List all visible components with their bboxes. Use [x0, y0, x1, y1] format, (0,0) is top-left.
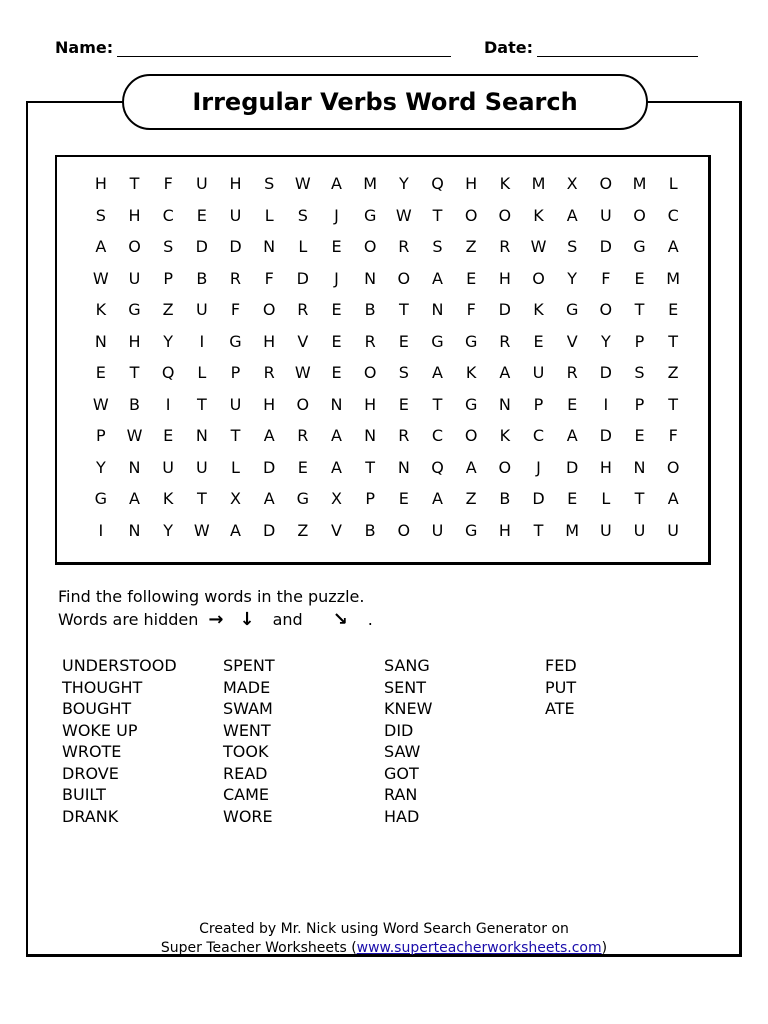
grid-letter[interactable]: R	[499, 237, 511, 256]
word-item: DRANK	[62, 806, 119, 826]
grid-letter[interactable]: L	[264, 205, 274, 225]
grid-letter[interactable]: V	[566, 331, 578, 351]
grid-letter[interactable]: A	[667, 237, 679, 256]
grid-letter[interactable]: B	[364, 300, 376, 319]
grid-letter[interactable]: U	[195, 457, 208, 477]
footer-credit	[0, 920, 768, 958]
grid-letter[interactable]: G	[296, 489, 310, 508]
grid-letter[interactable]: Z	[667, 363, 679, 382]
grid-letter[interactable]: A	[432, 268, 443, 288]
grid-letter[interactable]: O	[363, 363, 377, 382]
grid-letter[interactable]: A	[499, 363, 511, 382]
word-item: SANG	[384, 656, 430, 675]
word-item: READ	[223, 763, 268, 783]
footer-suffix: )	[601, 940, 608, 956]
grid-letter[interactable]: S	[297, 205, 308, 225]
grid-letter[interactable]: F	[163, 174, 173, 193]
grid-letter[interactable]: N	[128, 520, 141, 540]
grid-letter[interactable]: M	[666, 268, 681, 288]
grid-letter[interactable]: N	[431, 300, 444, 319]
grid-letter[interactable]: S	[398, 363, 409, 382]
grid-letter[interactable]: A	[230, 520, 241, 540]
grid-letter[interactable]: W	[395, 205, 412, 225]
word-item: WENT	[223, 720, 271, 740]
grid-letter[interactable]: A	[263, 426, 275, 445]
grid-letter[interactable]: N	[94, 331, 107, 351]
grid-letter[interactable]: K	[499, 426, 511, 445]
grid-letter[interactable]: T	[432, 205, 443, 225]
grid-letter[interactable]: S	[634, 363, 645, 382]
grid-letter[interactable]: N	[330, 394, 343, 414]
grid-letter[interactable]: Y	[567, 268, 578, 288]
grid-letter[interactable]: W	[294, 174, 311, 193]
grid-letter[interactable]: B	[196, 268, 208, 288]
grid-letter[interactable]: C	[532, 426, 545, 445]
grid-letter[interactable]: P	[365, 489, 375, 508]
grid-letter[interactable]: I	[603, 394, 609, 414]
grid-letter[interactable]: O	[262, 300, 276, 319]
grid-letter[interactable]: A	[331, 457, 342, 477]
grid-letter[interactable]: D	[566, 457, 579, 477]
grid-letter[interactable]: A	[465, 457, 477, 477]
word-item: SPENT	[223, 656, 275, 675]
grid-letter[interactable]: O	[532, 268, 545, 288]
grid-letter[interactable]: U	[599, 520, 612, 540]
word-item: DROVE	[62, 763, 119, 783]
arrow-diagonal-icon: ↘	[332, 609, 348, 630]
grid-letter[interactable]: S	[567, 237, 578, 256]
hidden-label: Words are hidden	[58, 610, 199, 629]
grid-letter[interactable]: E	[398, 331, 409, 351]
grid-letter[interactable]: X	[230, 489, 241, 508]
letter-grid	[84, 168, 690, 546]
grid-letter[interactable]: O	[498, 457, 512, 477]
grid-letter[interactable]: M	[531, 174, 546, 193]
grid-letter[interactable]: U	[162, 457, 175, 477]
grid-letter[interactable]: M	[565, 520, 580, 540]
grid-letter[interactable]: G	[464, 394, 478, 414]
grid-letter[interactable]: E	[196, 205, 207, 225]
grid-letter[interactable]: G	[565, 300, 579, 319]
grid-letter[interactable]: O	[599, 300, 613, 319]
grid-letter[interactable]: C	[162, 205, 174, 225]
grid-letter[interactable]: A	[95, 237, 107, 256]
grid-letter[interactable]: Y	[163, 331, 174, 351]
grid-letter[interactable]: N	[397, 457, 410, 477]
instructions-line-1: Find the following words in the puzzle.	[58, 587, 365, 606]
grid-letter[interactable]: G	[229, 331, 242, 351]
grid-letter[interactable]: Q	[161, 363, 175, 382]
grid-letter[interactable]: L	[231, 457, 240, 477]
grid-letter[interactable]: R	[398, 237, 410, 256]
grid-letter[interactable]: H	[599, 457, 612, 477]
word-item: PUT	[545, 677, 577, 697]
grid-letter[interactable]: V	[297, 331, 309, 351]
grid-letter[interactable]: W	[294, 363, 311, 382]
word-item: MADE	[223, 677, 271, 697]
grid-letter[interactable]: L	[197, 363, 207, 382]
grid-letter[interactable]: X	[331, 489, 342, 508]
word-item: SWAM	[223, 699, 273, 718]
grid-letter[interactable]: P	[634, 331, 645, 351]
word-item: TOOK	[223, 742, 269, 761]
grid-letter[interactable]: O	[363, 237, 377, 256]
grid-letter[interactable]: B	[364, 520, 376, 540]
word-item: RAN	[384, 785, 418, 804]
date-blank-line[interactable]	[537, 40, 698, 57]
grid-letter[interactable]: E	[297, 457, 308, 477]
grid-letter[interactable]: Z	[162, 300, 174, 319]
grid-letter[interactable]: F	[601, 268, 611, 288]
grid-letter[interactable]: M	[363, 174, 378, 193]
grid-letter[interactable]: H	[498, 268, 511, 288]
grid-letter[interactable]: D	[195, 237, 208, 256]
grid-letter[interactable]: D	[498, 300, 511, 319]
grid-letter[interactable]: N	[498, 394, 511, 414]
word-item: UNDERSTOOD	[62, 656, 177, 675]
footer-line-1: Created by Mr. Nick using Word Search Generator on	[199, 921, 569, 937]
footer-prefix: Super Teacher Worksheets (	[160, 940, 357, 956]
grid-letter[interactable]: Q	[431, 457, 444, 477]
grid-letter[interactable]: E	[331, 300, 342, 319]
grid-letter[interactable]: R	[566, 363, 578, 382]
grid-letter[interactable]: R	[297, 426, 309, 445]
name-blank-line[interactable]	[117, 40, 451, 57]
word-item: WROTE	[62, 742, 122, 761]
grid-letter[interactable]: U	[633, 520, 646, 540]
word-item: GOT	[384, 763, 419, 783]
grid-letter[interactable]: H	[364, 394, 377, 414]
grid-letter[interactable]: E	[634, 268, 645, 288]
grid-letter[interactable]: G	[128, 300, 141, 319]
grid-letter[interactable]: G	[464, 331, 478, 351]
grid-letter[interactable]: I	[199, 331, 205, 351]
grid-letter[interactable]: U	[128, 268, 141, 288]
grid-letter[interactable]: P	[163, 268, 173, 288]
grid-letter[interactable]: M	[632, 174, 647, 193]
grid-letter[interactable]: O	[666, 457, 680, 477]
grid-letter[interactable]: E	[163, 426, 174, 445]
grid-letter[interactable]: E	[567, 489, 578, 508]
instructions-line-2	[58, 609, 373, 630]
grid-letter[interactable]: H	[263, 394, 276, 414]
word-item: SENT	[384, 677, 427, 697]
grid-letter[interactable]: F	[264, 268, 274, 288]
grid-letter[interactable]: A	[667, 489, 679, 508]
grid-letter[interactable]: B	[129, 394, 140, 414]
grid-letter[interactable]: Y	[163, 520, 174, 540]
word-item: WORE	[223, 806, 273, 826]
grid-letter[interactable]: T	[432, 394, 443, 414]
word-item: SAW	[384, 742, 421, 761]
grid-letter[interactable]: N	[364, 268, 377, 288]
grid-letter[interactable]: P	[634, 394, 645, 414]
page-title: Irregular Verbs Word Search	[122, 74, 648, 130]
grid-letter[interactable]: Z	[297, 520, 309, 540]
word-list	[62, 655, 682, 827]
grid-letter[interactable]: A	[263, 489, 275, 508]
grid-letter[interactable]: G	[464, 520, 478, 540]
grid-letter[interactable]: T	[129, 363, 140, 382]
grid-letter[interactable]: O	[128, 237, 141, 256]
footer-line-2	[0, 939, 768, 958]
grid-letter[interactable]: A	[432, 489, 443, 508]
grid-letter[interactable]: T	[196, 394, 207, 414]
grid-letter[interactable]: W	[92, 268, 109, 288]
website-link[interactable]: www.superteacherworksheets.com	[356, 940, 602, 956]
grid-letter[interactable]: L	[298, 237, 308, 256]
grid-letter[interactable]: N	[263, 237, 276, 256]
grid-letter[interactable]: A	[331, 174, 342, 193]
word-item: ATE	[545, 699, 575, 718]
grid-letter[interactable]: K	[95, 300, 107, 319]
grid-letter[interactable]: U	[195, 300, 208, 319]
word-item: FED	[545, 656, 577, 675]
word-item: HAD	[384, 806, 420, 826]
grid-letter[interactable]: O	[397, 268, 411, 288]
grid-letter[interactable]: N	[633, 457, 646, 477]
grid-letter[interactable]: A	[331, 426, 342, 445]
grid-letter[interactable]: O	[397, 520, 411, 540]
grid-letter[interactable]: T	[668, 331, 679, 351]
grid-letter[interactable]: O	[464, 205, 478, 225]
grid-letter[interactable]: P	[533, 394, 544, 414]
grid-letter[interactable]: E	[331, 331, 342, 351]
grid-letter[interactable]: F	[230, 300, 241, 319]
grid-letter[interactable]: V	[331, 520, 342, 540]
grid-letter[interactable]: D	[599, 363, 612, 382]
grid-letter[interactable]: E	[331, 363, 342, 382]
grid-letter[interactable]: F	[668, 426, 678, 445]
grid-letter[interactable]: T	[668, 394, 679, 414]
grid-letter[interactable]: H	[465, 174, 478, 193]
grid-letter[interactable]: A	[566, 205, 578, 225]
grid-letter[interactable]: T	[398, 300, 409, 319]
grid-letter[interactable]: E	[668, 300, 679, 319]
name-label: Name:	[55, 38, 114, 57]
grid-letter[interactable]: J	[334, 205, 339, 225]
grid-letter[interactable]: G	[363, 205, 377, 225]
word-slot-empty	[545, 806, 682, 828]
grid-letter[interactable]: D	[263, 520, 276, 540]
grid-letter[interactable]: I	[165, 394, 171, 414]
grid-letter[interactable]: Y	[600, 331, 611, 351]
grid-letter[interactable]: W	[92, 394, 109, 414]
grid-letter[interactable]: H	[94, 174, 107, 193]
grid-letter[interactable]: A	[566, 426, 578, 445]
word-item: KNEW	[384, 699, 433, 718]
word-slot-empty	[545, 763, 682, 785]
grid-letter[interactable]: K	[533, 300, 544, 319]
grid-letter[interactable]: T	[634, 300, 645, 319]
grid-letter[interactable]: P	[96, 426, 106, 445]
grid-letter[interactable]: O	[464, 426, 478, 445]
grid-letter[interactable]: W	[193, 520, 210, 540]
grid-letter[interactable]: O	[296, 394, 310, 414]
grid-letter[interactable]: Z	[465, 237, 477, 256]
grid-letter[interactable]: I	[98, 520, 104, 540]
grid-letter[interactable]: K	[499, 174, 511, 193]
word-item: WOKE UP	[62, 720, 138, 740]
grid-letter[interactable]: S	[163, 237, 174, 256]
grid-letter[interactable]: U	[599, 205, 612, 225]
word-slot-empty	[545, 784, 682, 806]
grid-letter[interactable]: D	[229, 237, 242, 256]
grid-letter[interactable]: N	[195, 426, 208, 445]
grid-letter[interactable]: J	[334, 268, 339, 288]
word-item: BOUGHT	[62, 699, 132, 718]
grid-letter[interactable]: G	[633, 237, 646, 256]
grid-letter[interactable]: K	[533, 205, 544, 225]
word-item: DID	[384, 720, 414, 740]
grid-letter[interactable]: U	[532, 363, 545, 382]
grid-letter[interactable]: D	[532, 489, 545, 508]
grid-letter[interactable]: G	[431, 331, 444, 351]
grid-letter[interactable]: E	[331, 237, 342, 256]
grid-letter[interactable]: T	[634, 489, 645, 508]
grid-letter[interactable]: S	[264, 174, 275, 193]
grid-letter[interactable]: A	[432, 363, 443, 382]
grid-letter[interactable]: D	[296, 268, 309, 288]
grid-letter[interactable]: B	[499, 489, 511, 508]
grid-letter[interactable]: T	[533, 520, 544, 540]
grid-letter[interactable]: U	[229, 394, 242, 414]
name-field	[55, 38, 451, 57]
grid-letter[interactable]: T	[365, 457, 376, 477]
grid-letter[interactable]: E	[634, 426, 645, 445]
grid-letter[interactable]: R	[263, 363, 275, 382]
grid-letter[interactable]: H	[128, 331, 141, 351]
grid-letter[interactable]: R	[499, 331, 511, 351]
grid-letter[interactable]: E	[567, 394, 578, 414]
grid-letter[interactable]: C	[431, 426, 444, 445]
grid-letter[interactable]: D	[599, 237, 612, 256]
grid-letter[interactable]: Q	[431, 174, 444, 193]
period: .	[367, 610, 373, 629]
grid-letter[interactable]: D	[263, 457, 276, 477]
grid-letter[interactable]: R	[398, 426, 410, 445]
grid-letter[interactable]: O	[633, 205, 646, 225]
grid-letter[interactable]: N	[128, 457, 141, 477]
grid-letter[interactable]: P	[230, 363, 241, 382]
grid-letter[interactable]: S	[95, 205, 106, 225]
arrow-down-icon: ↓	[239, 609, 255, 630]
grid-letter[interactable]: T	[129, 174, 140, 193]
grid-letter[interactable]: H	[229, 174, 242, 193]
grid-letter[interactable]: U	[431, 520, 444, 540]
grid-letter[interactable]: A	[129, 489, 140, 508]
and-label: and	[272, 610, 303, 629]
grid-letter[interactable]: D	[599, 426, 612, 445]
grid-letter[interactable]: R	[297, 300, 309, 319]
grid-letter[interactable]: W	[530, 237, 547, 256]
grid-letter[interactable]: E	[466, 268, 477, 288]
grid-letter[interactable]: Y	[398, 174, 409, 193]
word-item: CAME	[223, 785, 270, 804]
grid-letter[interactable]: J	[536, 457, 541, 477]
date-label: Date:	[484, 38, 533, 57]
grid-letter[interactable]: W	[126, 426, 143, 445]
date-field	[484, 38, 698, 57]
grid-letter[interactable]: C	[667, 205, 679, 225]
grid-letter[interactable]: N	[364, 426, 377, 445]
grid-letter[interactable]: L	[601, 489, 611, 508]
grid-letter[interactable]: G	[94, 489, 108, 508]
grid-letter[interactable]: H	[498, 520, 511, 540]
grid-letter[interactable]: X	[566, 174, 578, 193]
grid-letter[interactable]: H	[128, 205, 141, 225]
word-item: BUILT	[62, 785, 106, 804]
word-item: THOUGHT	[62, 677, 143, 697]
word-slot-empty	[545, 741, 682, 763]
grid-letter[interactable]: L	[668, 174, 678, 193]
grid-letter[interactable]: K	[162, 489, 174, 508]
grid-letter[interactable]: R	[364, 331, 376, 351]
word-slot-empty	[545, 720, 682, 742]
grid-letter[interactable]: F	[466, 300, 476, 319]
grid-letter[interactable]: E	[533, 331, 544, 351]
grid-letter[interactable]: S	[432, 237, 443, 256]
grid-letter[interactable]: O	[599, 174, 613, 193]
grid-letter[interactable]: E	[398, 489, 409, 508]
grid-letter[interactable]: T	[196, 489, 207, 508]
grid-letter[interactable]: Y	[95, 457, 106, 477]
arrow-right-icon: →	[208, 609, 224, 630]
grid-letter[interactable]: Z	[465, 489, 477, 508]
grid-letter[interactable]: T	[230, 426, 241, 445]
grid-letter[interactable]: O	[498, 205, 512, 225]
grid-letter[interactable]: E	[398, 394, 409, 414]
grid-letter[interactable]: U	[667, 520, 680, 540]
grid-letter[interactable]: E	[95, 363, 106, 382]
grid-letter[interactable]: R	[229, 268, 242, 288]
grid-letter[interactable]: H	[263, 331, 276, 351]
grid-letter[interactable]: K	[465, 363, 477, 382]
grid-letter[interactable]: U	[195, 174, 208, 193]
grid-letter[interactable]: U	[229, 205, 242, 225]
